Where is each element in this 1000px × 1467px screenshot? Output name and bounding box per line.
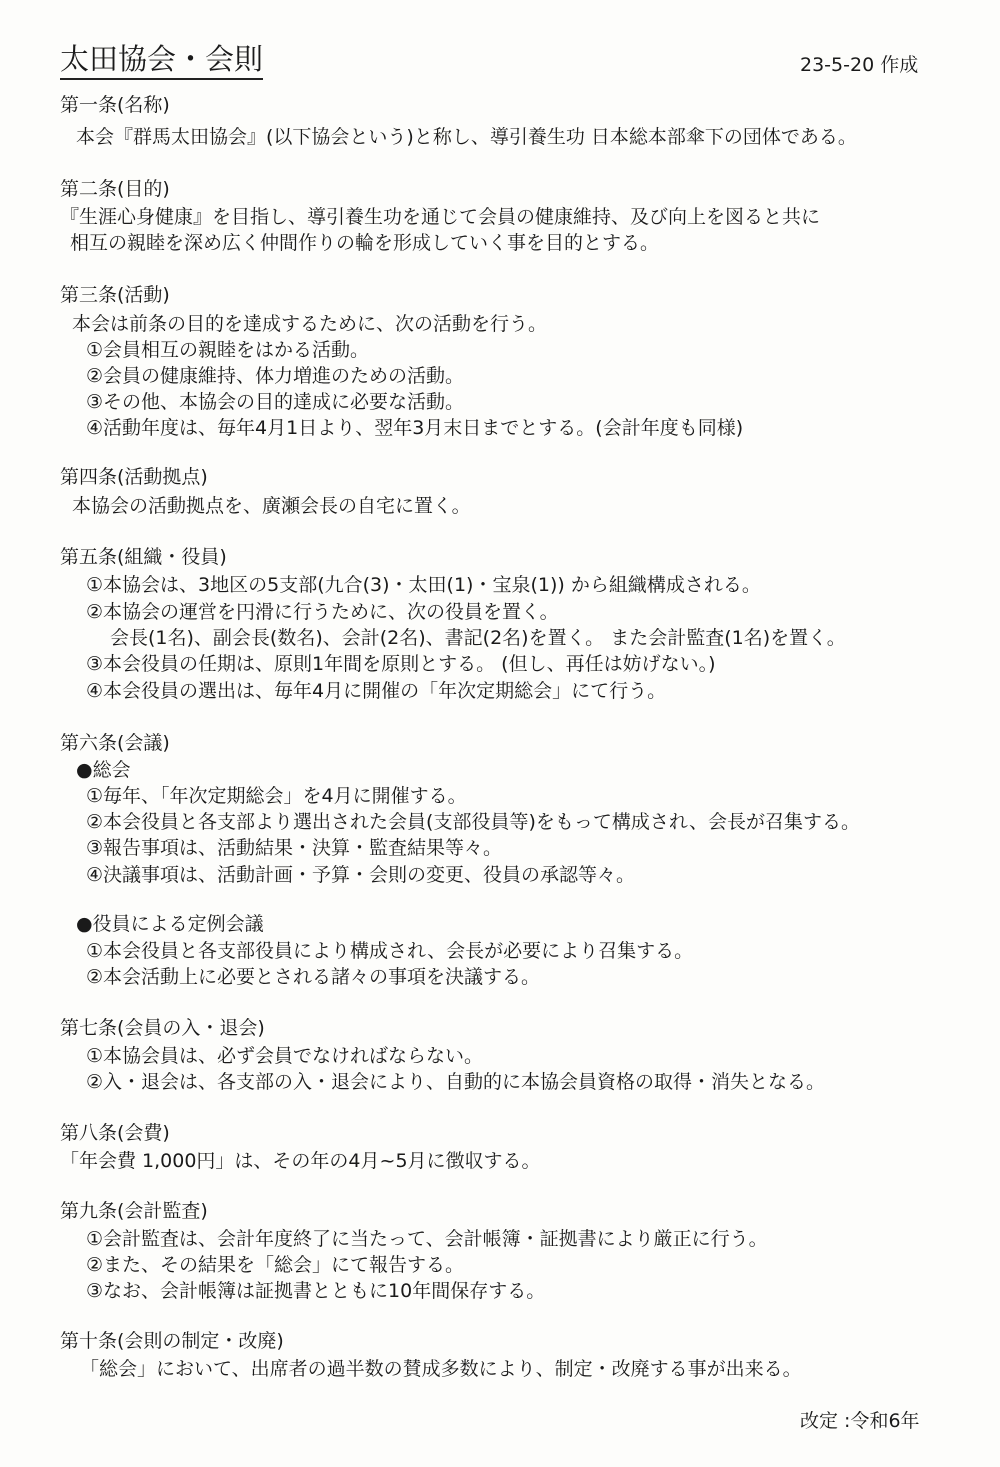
article-6-line: ①本会役員と各支部役員により構成され、会長が必要により召集する。 (86, 940, 694, 962)
article-9-line: ①会計監査は、会計年度終了に当たって、会計帳簿・証拠書により厳正に行う。 (86, 1228, 768, 1250)
article-7-line: ②入・退会は、各支部の入・退会により、自動的に本協会員資格の取得・消失となる。 (86, 1071, 826, 1093)
article-5-line: ④本会役員の選出は、毎年4月に開催の「年次定期総会」にて行う。 (86, 680, 667, 702)
article-9-line: ③なお、会計帳簿は証拠書とともに10年間保存する。 (86, 1280, 546, 1302)
article-3-line: ③その他、本協会の目的達成に必要な活動。 (86, 391, 465, 413)
article-6-subheading: ●総会 (76, 759, 131, 781)
article-2-heading: 第二条(目的) (60, 178, 170, 200)
article-3-heading: 第三条(活動) (60, 284, 170, 306)
article-7-line: ①本協会員は、必ず会員でなければならない。 (86, 1045, 484, 1067)
article-6-line: ①毎年、「年次定期総会」を4月に開催する。 (86, 785, 467, 807)
article-9-heading: 第九条(会計監査) (60, 1200, 208, 1222)
article-6-subheading: ●役員による定例会議 (76, 913, 264, 935)
revision-note: 改定 :令和6年 (800, 1410, 920, 1432)
article-5-line: ②本協会の運営を円滑に行うために、次の役員を置く。 (86, 601, 559, 623)
article-8-heading: 第八条(会費) (60, 1122, 170, 1144)
article-10-line: 「総会」において、出席者の過半数の賛成多数により、制定・改廃する事が出来る。 (80, 1358, 802, 1380)
article-5-line: ③本会役員の任期は、原則1年間を原則とする。 (但し、再任は妨げない。) (86, 653, 716, 675)
article-8-line: 「年会費 1,000円」は、その年の4月~5月に徴収する。 (60, 1150, 541, 1172)
article-9-line: ②また、その結果を「総会」にて報告する。 (86, 1254, 465, 1276)
article-4-line: 本協会の活動拠点を、廣瀬会長の自宅に置く。 (72, 495, 471, 517)
article-5-line: ①本協会は、3地区の5支部(九合(3)・太田(1)・宝泉(1)) から組織構成される。 (86, 574, 761, 596)
article-1-heading: 第一条(名称) (60, 94, 170, 116)
article-1-line: 本会『群馬太田協会』(以下協会という)と称し、導引養生功 日本総本部傘下の団体である。 (76, 126, 857, 148)
article-6-line: ③報告事項は、活動結果・決算・監査結果等々。 (86, 837, 503, 859)
article-2-line: 『生涯心身健康』を目指し、導引養生功を通じて会員の健康維持、及び向上を図ると共に (60, 206, 821, 228)
article-6-line: ②本会役員と各支部より選出された会員(支部役員等)をもって構成され、会長が召集する。 (86, 811, 861, 833)
article-2-line: 相互の親睦を深め広く仲間作りの輪を形成していく事を目的とする。 (70, 232, 660, 254)
article-6-line: ④決議事項は、活動計画・予算・会則の変更、役員の承認等々。 (86, 864, 636, 886)
article-3-line: ④活動年度は、毎年4月1日より、翌年3月末日までとする。(会計年度も同様) (86, 417, 744, 439)
article-3-line: ①会員相互の親睦をはかる活動。 (86, 339, 370, 361)
article-10-heading: 第十条(会則の制定・改廃) (60, 1330, 284, 1352)
article-3-line: ②会員の健康維持、体力増進のための活動。 (86, 365, 465, 387)
article-6-heading: 第六条(会議) (60, 732, 170, 754)
article-5-heading: 第五条(組織・役員) (60, 546, 227, 568)
document-title: 太田協会・会則 (60, 40, 263, 80)
article-7-heading: 第七条(会員の入・退会) (60, 1017, 265, 1039)
article-5-line: 会長(1名)、副会長(数名)、会計(2名)、書記(2名)を置く。 また会計監査(1名)を置く。 (110, 627, 846, 649)
article-3-line: 本会は前条の目的を達成するために、次の活動を行う。 (72, 313, 548, 335)
article-4-heading: 第四条(活動拠点) (60, 466, 208, 488)
article-6-line: ②本会活動上に必要とされる諸々の事項を決議する。 (86, 966, 541, 988)
creation-date: 23-5-20 作成 (800, 54, 919, 76)
